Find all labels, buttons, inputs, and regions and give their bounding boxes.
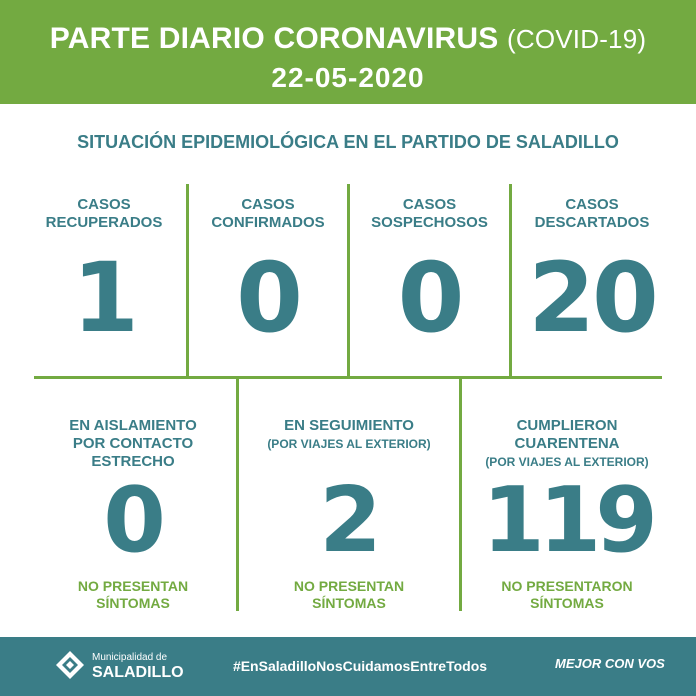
symptoms-note: NO PRESENTARON SÍNTOMAS: [501, 578, 633, 611]
stat-label: CASOS RECUPERADOS: [45, 196, 163, 231]
title-main: PARTE DIARIO CORONAVIRUS: [49, 22, 499, 55]
stat-label: CUMPLIERON CUARENTENA (POR VIAJES AL EXTERIOR): [485, 417, 649, 469]
logo-big-text: SALADILLO: [92, 664, 184, 681]
stat-label: EN SEGUIMIENTO (POR VIAJES AL EXTERIOR): [267, 417, 431, 451]
logo-small-text: Municipalidad de: [92, 652, 168, 663]
campaign-tagline: MEJOR CON VOS: [555, 656, 665, 671]
grid-divider: [34, 376, 662, 379]
stat-label: CASOS CONFIRMADOS: [211, 196, 325, 231]
stat-value: 0: [103, 468, 163, 573]
section-subtitle: SITUACIÓN EPIDEMIOLÓGICA EN EL PARTIDO DE SALADILLO: [77, 132, 619, 152]
title-suffix: (COVID-19): [507, 24, 647, 54]
campaign-hashtag: #EnSaladilloNosCuidamosEntreTodos: [232, 658, 488, 674]
stat-value: 0: [397, 242, 462, 354]
report-date: 22-05-2020: [271, 62, 425, 93]
stat-value: 0: [236, 242, 300, 354]
header-banner: [0, 0, 696, 104]
stat-value: 1: [72, 242, 136, 354]
stat-label: EN AISLAMIENTO POR CONTACTO ESTRECHO: [69, 417, 197, 470]
municipality-logo-text: [92, 653, 184, 681]
stat-label: CASOS DESCARTADOS: [534, 196, 650, 231]
page-title: [0, 22, 696, 56]
footer-bar: [0, 637, 696, 696]
stat-value: 119: [482, 468, 652, 573]
symptoms-note: NO PRESENTAN SÍNTOMAS: [293, 578, 405, 611]
stat-value: 2: [319, 468, 379, 573]
saladillo-logo-icon: [54, 649, 86, 681]
stat-label: CASOS SOSPECHOSOS: [371, 196, 488, 231]
symptoms-note: NO PRESENTAN SÍNTOMAS: [77, 578, 189, 611]
stat-value: 20: [528, 242, 656, 354]
